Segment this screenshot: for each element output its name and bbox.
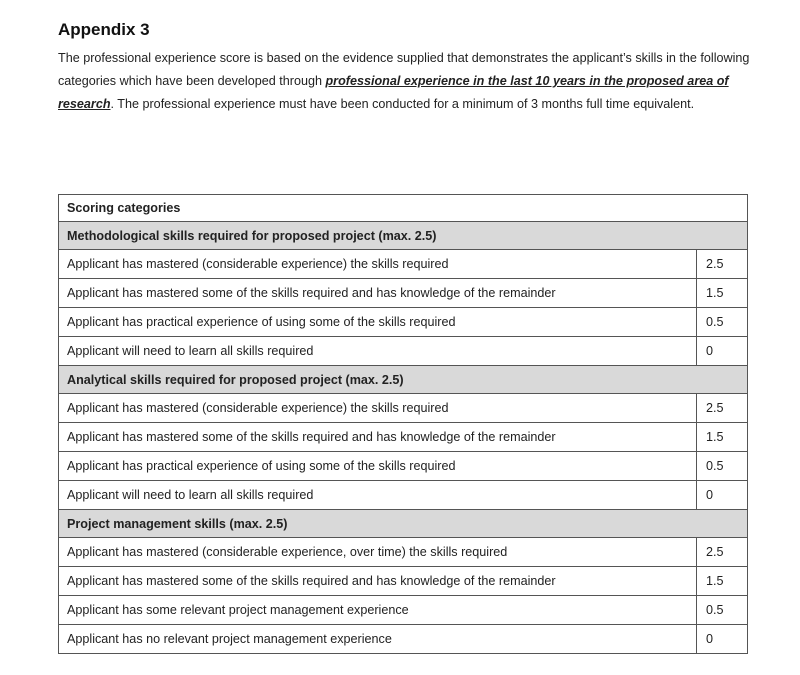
table-row <box>59 625 748 654</box>
section-row-project-management <box>59 510 748 538</box>
table-row <box>59 596 748 625</box>
row-score: 1.5 <box>697 279 748 308</box>
table-row <box>59 538 748 567</box>
row-score: 1.5 <box>697 423 748 452</box>
row-score: 0.5 <box>697 308 748 337</box>
scoring-table <box>58 194 748 654</box>
section-row-methodological <box>59 222 748 250</box>
row-score: 0 <box>697 337 748 366</box>
table-row <box>59 394 748 423</box>
row-score: 2.5 <box>697 250 748 279</box>
row-score: 0 <box>697 625 748 654</box>
row-description: Applicant will need to learn all skills required <box>59 337 697 366</box>
table-row <box>59 279 748 308</box>
section-title: Methodological skills required for proposed project (max. 2.5) <box>59 222 748 250</box>
table-row <box>59 481 748 510</box>
row-description: Applicant has no relevant project management experience <box>59 625 697 654</box>
row-description: Applicant has some relevant project management experience <box>59 596 697 625</box>
row-description: Applicant has mastered some of the skills required and has knowledge of the remainder <box>59 279 697 308</box>
section-row-analytical <box>59 366 748 394</box>
row-description: Applicant has practical experience of using some of the skills required <box>59 308 697 337</box>
intro-text-end: . The professional experience must have been conducted for a minimum of 3 months full time equivalent. <box>110 97 695 111</box>
row-score: 0 <box>697 481 748 510</box>
row-description: Applicant has mastered some of the skills required and has knowledge of the remainder <box>59 423 697 452</box>
row-score: 2.5 <box>697 538 748 567</box>
row-score: 2.5 <box>697 394 748 423</box>
table-header: Scoring categories <box>59 195 748 222</box>
row-description: Applicant will need to learn all skills required <box>59 481 697 510</box>
table-row <box>59 250 748 279</box>
table-row <box>59 567 748 596</box>
row-score: 0.5 <box>697 596 748 625</box>
table-row <box>59 337 748 366</box>
row-description: Applicant has mastered (considerable experience, over time) the skills required <box>59 538 697 567</box>
row-description: Applicant has mastered some of the skills required and has knowledge of the remainder <box>59 567 697 596</box>
intro-text-start: The professional experience score is based on the evidence supplied that demonstrates the applicant’s skills in the following categories which have been developed through <box>58 51 750 88</box>
table-row <box>59 308 748 337</box>
row-score: 0.5 <box>697 452 748 481</box>
intro-paragraph <box>58 47 758 116</box>
table-row <box>59 423 748 452</box>
table-row <box>59 452 748 481</box>
row-description: Applicant has mastered (considerable experience) the skills required <box>59 394 697 423</box>
row-score: 1.5 <box>697 567 748 596</box>
row-description: Applicant has mastered (considerable experience) the skills required <box>59 250 697 279</box>
intro-emphasis: professional experience in the last 10 years in the proposed area of research <box>58 74 729 111</box>
section-title: Project management skills (max. 2.5) <box>59 510 748 538</box>
row-description: Applicant has practical experience of using some of the skills required <box>59 452 697 481</box>
page-title: Appendix 3 <box>58 20 150 39</box>
table-header-row <box>59 195 748 222</box>
section-title: Analytical skills required for proposed project (max. 2.5) <box>59 366 748 394</box>
